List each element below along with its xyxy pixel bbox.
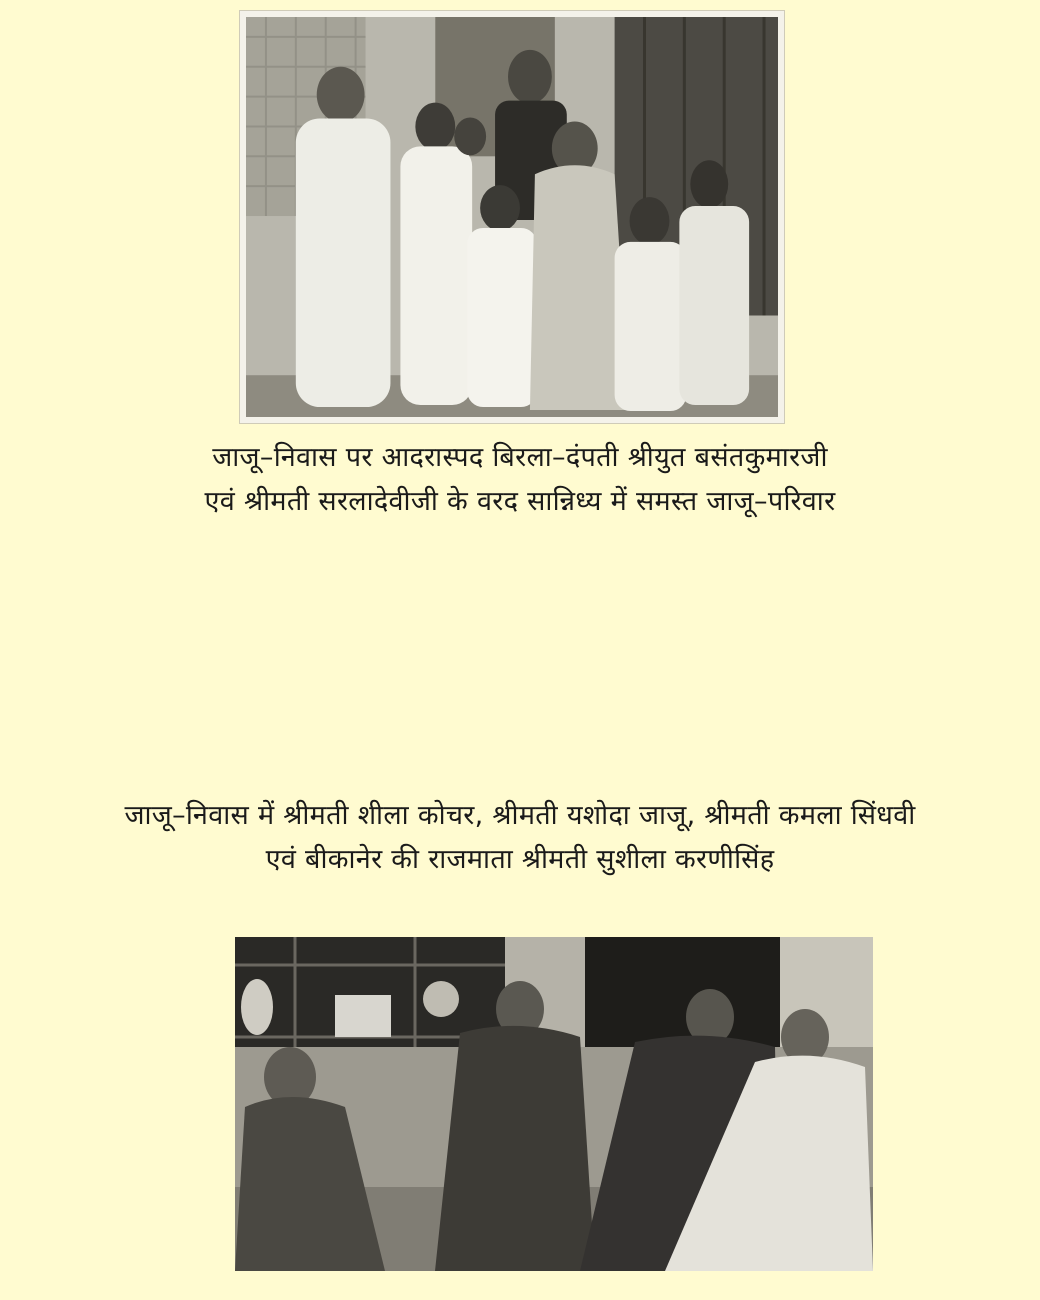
- top-photo-caption: [0, 436, 1040, 524]
- seated-women-photo-image: [235, 937, 873, 1271]
- family-group-photo-image: [246, 17, 778, 417]
- seated-women-photo: [235, 937, 873, 1271]
- top-caption-line-1: जाजू–निवास पर आदरास्पद बिरला–दंपती श्रीयुत बसंतकुमारजी: [212, 442, 828, 473]
- bottom-photo-caption: [0, 794, 1040, 882]
- bottom-caption-line-2: एवं बीकानेर की राजमाता श्रीमती सुशीला करणीसिंह: [265, 844, 775, 875]
- bottom-caption-line-1: जाजू–निवास में श्रीमती शीला कोचर, श्रीमती यशोदा जाजू, श्रीमती कमला सिंधवी: [124, 800, 916, 831]
- top-caption-line-2: एवं श्रीमती सरलादेवीजी के वरद सान्निध्य में समस्त जाजू–परिवार: [204, 486, 836, 517]
- family-group-photo: [239, 10, 785, 424]
